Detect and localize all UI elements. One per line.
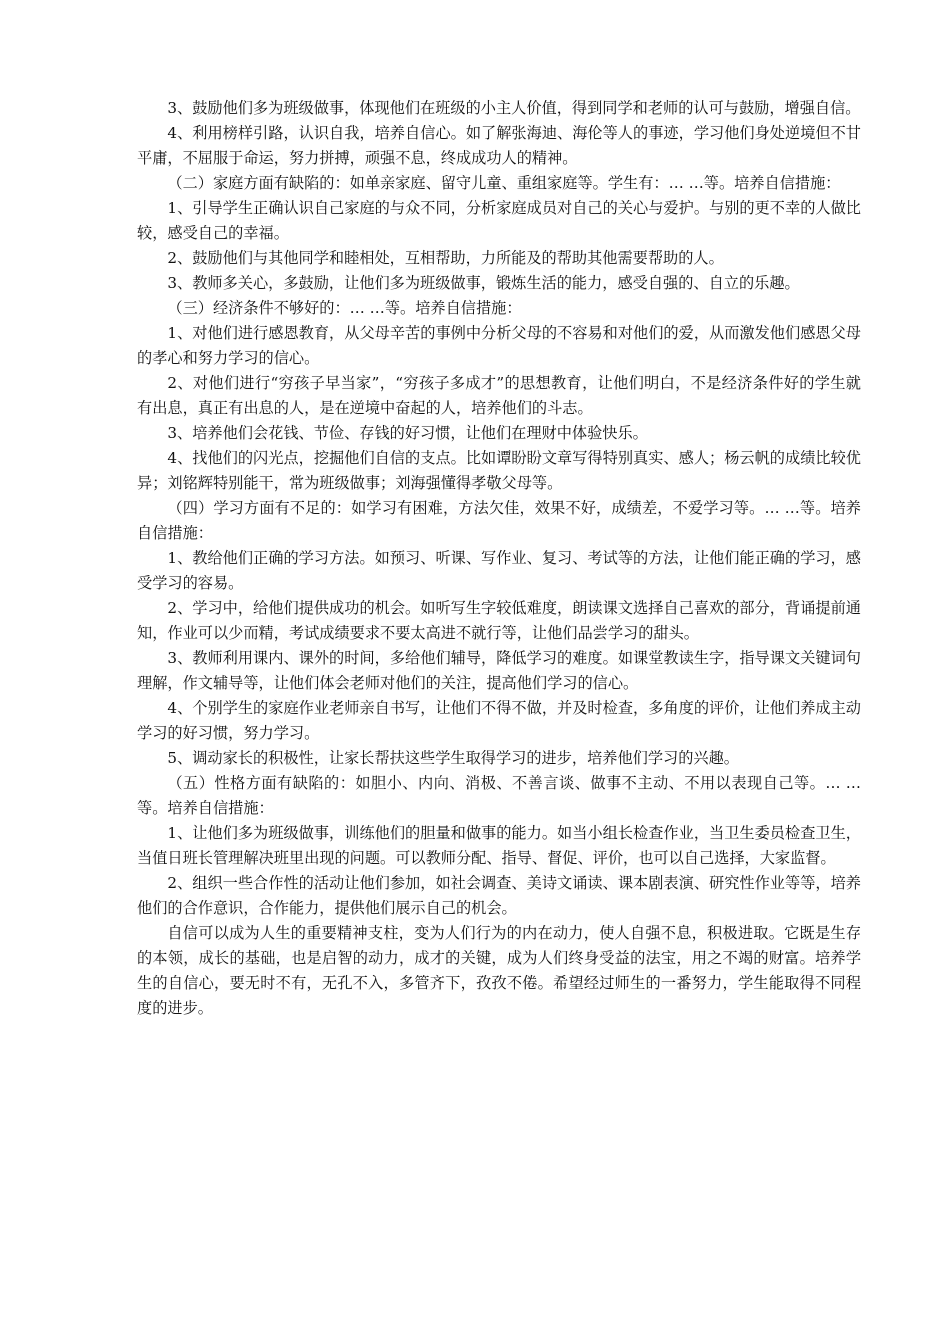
paragraph: 4、找他们的闪光点，挖掘他们自信的支点。比如谭盼盼文章写得特别真实、感人；杨云帆的成绩比较优异；刘铭辉特别能干，常为班级做事；刘海强懂得孝敬父母等。	[137, 449, 861, 492]
paragraph: 5、调动家长的积极性，让家长帮扶这些学生取得学习的进步，培养他们学习的兴趣。	[167, 749, 739, 767]
section-heading: （二）家庭方面有缺陷的：如单亲家庭、留守儿童、重组家庭等。学生有：… …等。培养自信措施：	[167, 174, 841, 192]
paragraph: 1、对他们进行感恩教育，从父母辛苦的事例中分析父母的不容易和对他们的爱，从而激发他们感恩父母的孝心和努力学习的信心。	[137, 324, 861, 367]
paragraph: 3、教师多关心，多鼓励，让他们多为班级做事，锻炼生活的能力，感受自强的、自立的乐趣。	[167, 274, 800, 292]
paragraph: 2、鼓励他们与其他同学和睦相处，互相帮助，力所能及的帮助其他需要帮助的人。	[167, 249, 724, 267]
paragraph: 2、学习中，给他们提供成功的机会。如听写生字较低难度，朗读课文选择自己喜欢的部分，背诵提前通知，作业可以少而精，考试成绩要求不要太高进不就行等，让他们品尝学习的甜头。	[137, 599, 861, 642]
paragraph: 3、教师利用课内、课外的时间，多给他们辅导，降低学习的难度。如课堂教读生字，指导课文关键词句理解，作文辅导等，让他们体会老师对他们的关注，提高他们学习的信心。	[137, 649, 861, 692]
paragraph: 2、组织一些合作性的活动让他们参加，如社会调查、美诗文诵读、课本剧表演、研究性作业等等，培养他们的合作意识，合作能力，提供他们展示自己的机会。	[137, 874, 861, 917]
document-body	[137, 96, 861, 1021]
paragraph: 1、引导学生正确认识自己家庭的与众不同，分析家庭成员对自己的关心与爱护。与别的更不幸的人做比较，感受自己的幸福。	[137, 199, 861, 242]
paragraph: 1、教给他们正确的学习方法。如预习、听课、写作业、复习、考试等的方法，让他们能正确的学习，感受学习的容易。	[137, 549, 861, 592]
paragraph: 3、培养他们会花钱、节俭、存钱的好习惯，让他们在理财中体验快乐。	[167, 424, 648, 442]
paragraph: 4、个别学生的家庭作业老师亲自书写，让他们不得不做，并及时检查，多角度的评价，让他们养成主动学习的好习惯，努力学习。	[137, 699, 861, 742]
section-heading: （三）经济条件不够好的：… …等。培养自信措施：	[167, 299, 522, 317]
paragraph: 3、鼓励他们多为班级做事，体现他们在班级的小主人价值，得到同学和老师的认可与鼓励，增强自信。	[167, 99, 861, 117]
paragraph: 1、让他们多为班级做事，训练他们的胆量和做事的能力。如当小组长检查作业，当卫生委员检查卫生，当值日班长管理解决班里出现的问题。可以教师分配、指导、督促、评价，也可以自己选择，大家监督。	[137, 824, 861, 867]
section-heading: （四）学习方面有不足的：如学习有困难，方法欠佳，效果不好，成绩差，不爱学习等。… …等。培养自信措施：	[137, 499, 861, 542]
conclusion-paragraph: 自信可以成为人生的重要精神支柱，变为人们行为的内在动力，使人自强不息，积极进取。它既是生存的本领，成长的基础，也是启智的动力，成才的关键，成为人们终身受益的法宝，用之不竭的财富。培养学生的自信心，要无时不有，无孔不入，多管齐下，孜孜不倦。希望经过师生的一番努力，学生能取得不同程度的进步。	[137, 924, 861, 1017]
paragraph: 4、利用榜样引路，认识自我，培养自信心。如了解张海迪、海伦等人的事迹，学习他们身处逆境但不甘平庸，不屈服于命运，努力拼搏，顽强不息，终成成功人的精神。	[137, 124, 861, 167]
section-heading: （五）性格方面有缺陷的：如胆小、内向、消极、不善言谈、做事不主动、不用以表现自己等。… …等。培养自信措施：	[137, 774, 861, 817]
paragraph: 2、对他们进行“穷孩子早当家”，“穷孩子多成才”的思想教育，让他们明白，不是经济条件好的学生就有出息，真正有出息的人，是在逆境中奋起的人，培养他们的斗志。	[137, 374, 861, 417]
